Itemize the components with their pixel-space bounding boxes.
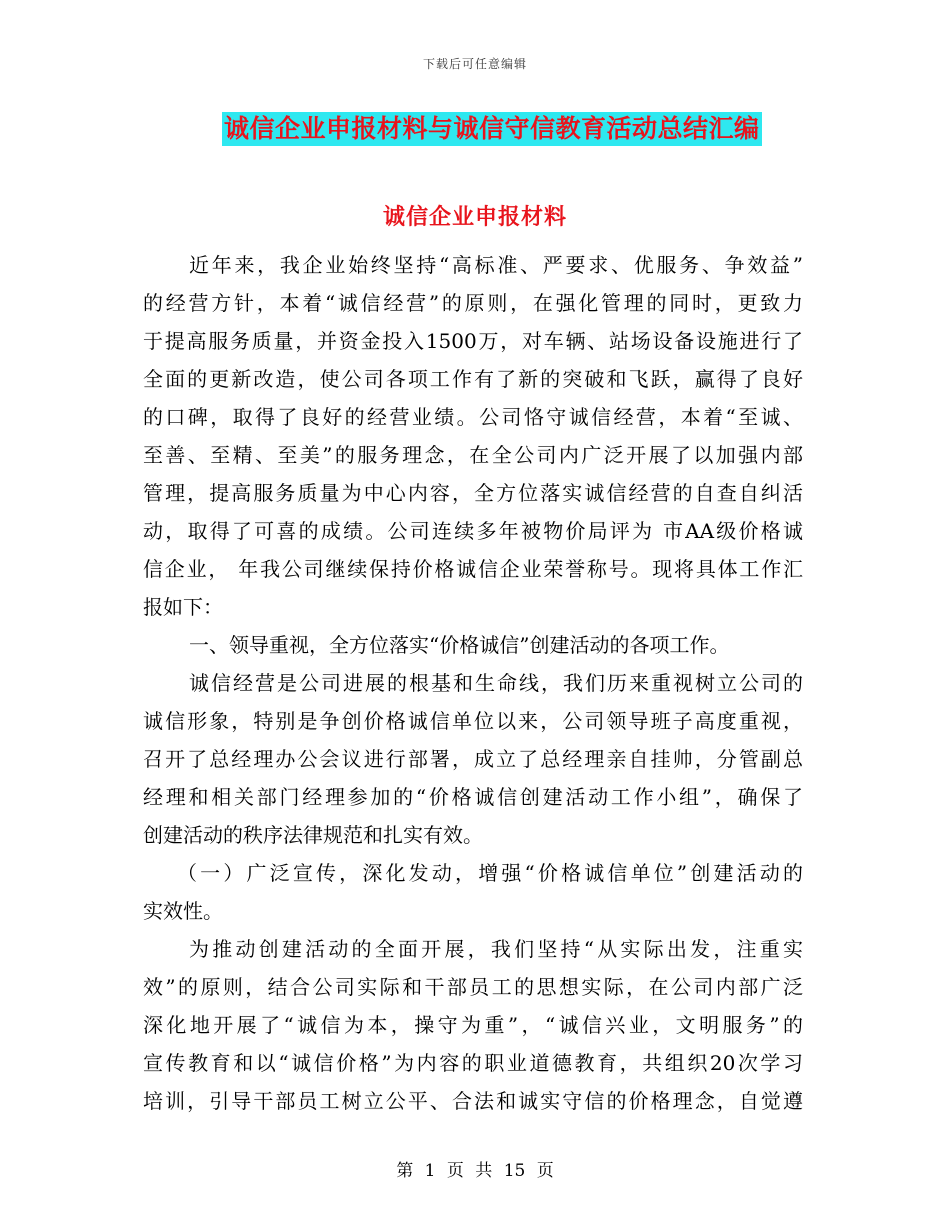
paragraph-line: 至善、至精、至美”的服务理念，在全公司内广泛开展了以加强内部 [143, 443, 803, 467]
paragraph-line: 宣传教育和以“诚信价格”为内容的职业道德教育，共组织20次学习 [143, 1051, 803, 1075]
paragraph-line: 为推动创建活动的全面开展，我们坚持“从实际出发，注重实 [189, 937, 803, 961]
body-text [143, 246, 803, 1120]
paragraph-line: 经理和相关部门经理参加的“价格诚信创建活动工作小组”，确保了 [143, 785, 803, 809]
paragraph-line: 近年来，我企业始终坚持“高标准、严要求、优服务、争效益” [189, 253, 803, 277]
heading-line: （一）广泛宣传，深化发动，增强“价格诚信单位”创建活动的 [177, 861, 803, 885]
paragraph-line: 效”的原则，结合公司实际和干部员工的思想实际，在公司内部广泛 [143, 975, 803, 999]
paragraph-line: 信企业， 年我公司继续保持价格诚信企业荣誉称号。现将具体工作汇 [143, 557, 803, 581]
paragraph-line: 报如下： [143, 595, 223, 619]
paragraph-line: 动，取得了可喜的成绩。公司连续多年被物价局评为 市AA级价格诚 [143, 519, 803, 543]
section-title: 诚信企业申报材料 [382, 205, 567, 230]
heading-line: 实效性。 [143, 899, 223, 923]
paragraph-line: 诚信经营是公司进展的根基和生命线，我们历来重视树立公司的 [189, 671, 803, 695]
paragraph-line: 培训，引导干部员工树立公平、合法和诚实守信的价格理念，自觉遵 [143, 1089, 803, 1113]
paragraph-line: 创建活动的秩序法律规范和扎实有效。 [143, 823, 483, 847]
page-footer: 第 1 页 共 15 页 [396, 1161, 554, 1181]
paragraph-line: 诚信形象，特别是争创价格诚信单位以来，公司领导班子高度重视， [143, 709, 803, 733]
paragraph-line: 深化地开展了“诚信为本，操守为重”，“诚信兴业，文明服务”的 [143, 1013, 803, 1037]
heading-line: 一、领导重视，全方位落实“价格诚信”创建活动的各项工作。 [189, 633, 730, 657]
header-note: 下载后可任意编辑 [422, 57, 527, 71]
paragraph-line: 全面的更新改造，使公司各项工作有了新的突破和飞跃，赢得了良好 [143, 367, 803, 391]
paragraph-line: 管理，提高服务质量为中心内容，全方位落实诚信经营的自查自纠活 [143, 481, 803, 505]
paragraph-line: 的经营方针，本着“诚信经营”的原则，在强化管理的同时，更致力 [143, 291, 803, 315]
paragraph-line: 于提高服务质量，并资金投入1500万，对车辆、站场设备设施进行了 [143, 329, 803, 353]
paragraph-line: 召开了总经理办公会议进行部署，成立了总经理亲自挂帅，分管副总 [143, 747, 803, 771]
paragraph-line: 的口碑，取得了良好的经营业绩。公司恪守诚信经营，本着“至诚、 [143, 405, 803, 429]
document-title: 诚信企业申报材料与诚信守信教育活动总结汇编 [222, 112, 762, 146]
